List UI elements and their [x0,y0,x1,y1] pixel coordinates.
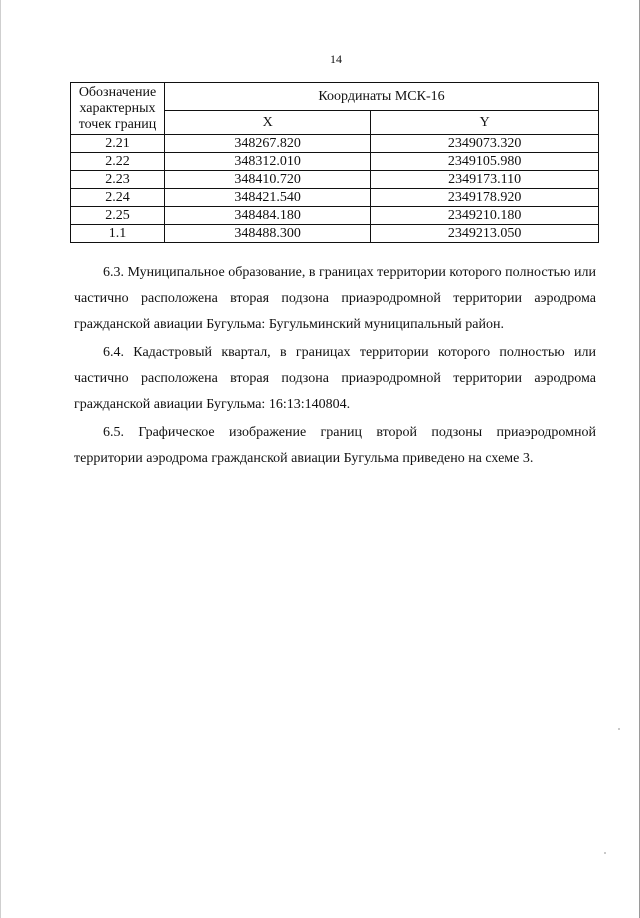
y-cell: 2349105.980 [371,153,599,171]
y-cell: 2349213.050 [371,225,599,243]
point-designation-header [71,83,165,135]
table-row [71,171,599,189]
point-cell: 2.22 [71,153,165,171]
scan-speck [604,852,606,854]
x-cell: 348421.540 [165,189,371,207]
x-cell: 348410.720 [165,171,371,189]
point-cell: 2.23 [71,171,165,189]
point-header-line-2: характерных [79,101,156,116]
y-cell: 2349173.110 [371,171,599,189]
y-cell: 2349178.920 [371,189,599,207]
body-text [74,260,596,474]
table-row [71,225,599,243]
table-row [71,135,599,153]
point-header-line-3: точек границ [78,117,157,132]
point-cell: 1.1 [71,225,165,243]
paragraph-6-5: 6.5. Графическое изображение границ второй подзоны приаэродромной территории аэродрома гражданской авиации Бугульма приведено на схеме 3. [74,425,596,466]
scan-speck [618,728,620,730]
y-column-header: Y [371,111,599,135]
point-cell: 2.24 [71,189,165,207]
x-column-header: X [165,111,371,135]
table-row [71,189,599,207]
x-cell: 348267.820 [165,135,371,153]
point-cell: 2.21 [71,135,165,153]
y-cell: 2349210.180 [371,207,599,225]
page-number: 14 [330,52,342,66]
table-row [71,153,599,171]
coordinates-table [70,82,599,243]
point-header-line-1: Обозначение [78,85,157,100]
x-cell: 348484.180 [165,207,371,225]
x-cell: 348488.300 [165,225,371,243]
table-row [71,207,599,225]
paragraph-6-4: 6.4. Кадастровый квартал, в границах территории которого полностью или частично расположена вторая подзона приаэродромной территории аэродрома гражданской авиации Бугульма: 16:13:140804. [74,345,596,412]
point-cell: 2.25 [71,207,165,225]
y-cell: 2349073.320 [371,135,599,153]
x-cell: 348312.010 [165,153,371,171]
coordinates-group-header: Координаты МСК-16 [165,83,599,111]
paragraph-6-3: 6.3. Муниципальное образование, в границах территории которого полностью или частично расположена вторая подзона приаэродромной территории аэродрома гражданской авиации Бугульма: Бугульминский муниципальный район. [74,265,596,332]
